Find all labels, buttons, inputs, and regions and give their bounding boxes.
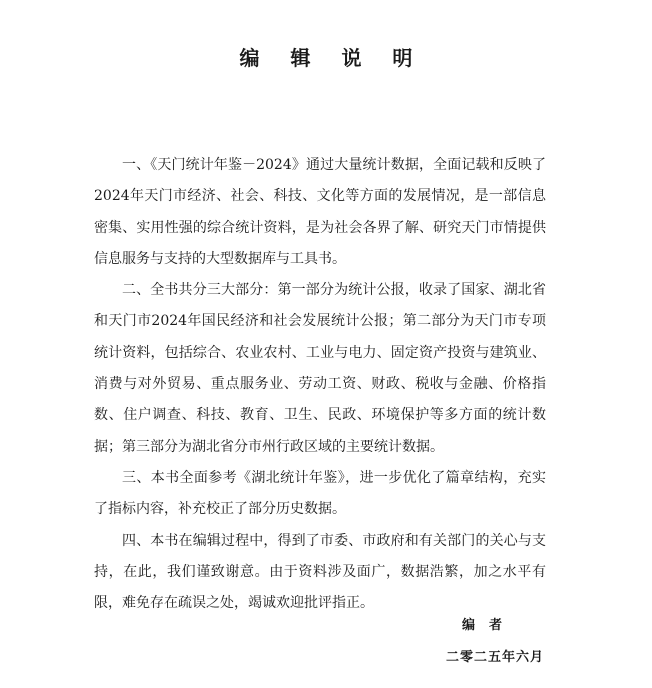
paragraph-1: 一、《天门统计年鉴－2024》通过大量统计数据，全面记载和反映了2024年天门市经济、社会、科技、文化等方面的发展情况，是一部信息密集、实用性强的综合统计资料，是为社会各界了解、研究天门市情提供信息服务与支持的大型数据库与工具书。: [94, 157, 546, 267]
document-body: [94, 150, 546, 619]
paragraph-4: 四、本书在编辑过程中，得到了市委、市政府和有关部门的关心与支持，在此，我们谨致谢意。由于资料涉及面广，数据浩繁，加之水平有限，难免存在疏误之处，竭诚欢迎批评指正。: [94, 532, 546, 612]
paragraph-2: 二、全书共分三大部分：第一部分为统计公报，收录了国家、湖北省和天门市2024年国民经济和社会发展统计公报；第二部分为天门市专项统计资料，包括综合、农业农村、工业与电力、固定资产投资与建筑业、消费与对外贸易、重点服务业、劳动工资、财政、税收与金融、价格指数、住户调查、科技、教育、卫生、民政、环境保护等多方面的统计数据；第三部分为湖北省分市州行政区域的主要统计数据。: [94, 282, 546, 455]
page-title: 编 辑 说 明: [239, 46, 425, 70]
paragraph-3: 三、本书全面参考《湖北统计年鉴》，进一步优化了篇章结构，充实了指标内容，补充校正了部分历史数据。: [94, 469, 546, 518]
signature-date: 二零二五年六月: [445, 650, 544, 665]
editor-signature: 编者: [461, 618, 516, 633]
